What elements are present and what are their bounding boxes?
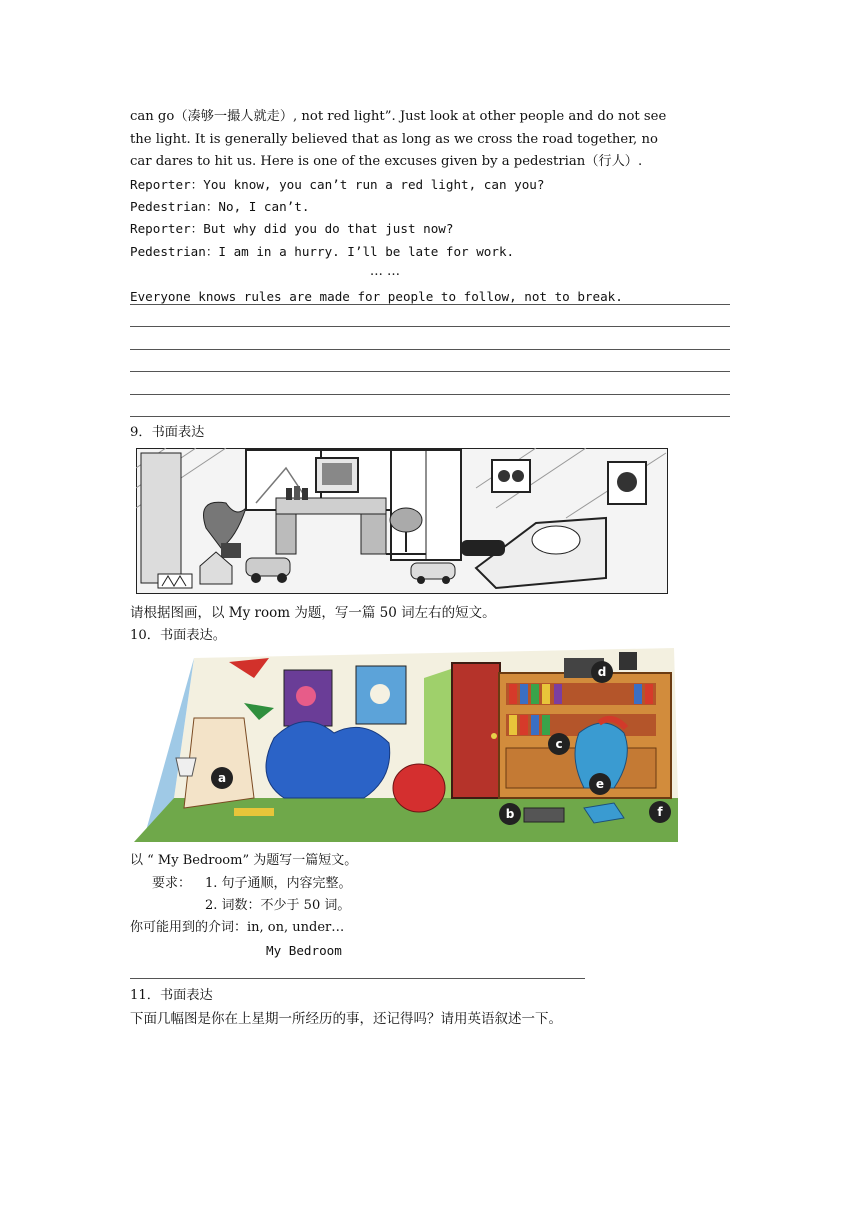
answer-rule <box>130 371 730 372</box>
q10-heading: 10．书面表达。 <box>130 628 226 643</box>
passage-line-3: car dares to hit us. Here is one of the excuses given by a pedestrian（行人）. <box>130 154 643 169</box>
q10-prepositions: 你可能用到的介词：in, on, under… <box>130 920 345 935</box>
dialog-pedestrian-2: Pedestrian：I am in a hurry. I’ll be late for work. <box>130 244 515 259</box>
answer-rule <box>130 394 730 395</box>
label-e: e <box>595 777 605 791</box>
answer-rule <box>130 349 730 350</box>
answer-rule <box>130 416 730 417</box>
label-d: d <box>597 665 607 679</box>
q10-requirements-label: 要求： <box>152 876 192 891</box>
passage-line-2: the light. It is generally believed that as long as we cross the road together, no <box>130 132 658 147</box>
label-b: b <box>505 807 515 821</box>
label-c: c <box>555 737 563 751</box>
dialog-reporter-1: Reporter：You know, you can’t run a red light, can you? <box>130 177 545 192</box>
q10-prompt: 以 “ My Bedroom” 为题写一篇短文。 <box>130 853 358 868</box>
q11-heading: 11．书面表达 <box>130 988 213 1003</box>
answer-rule <box>130 304 730 305</box>
q9-heading: 9．书面表达 <box>130 425 205 440</box>
q10-requirement-2: 2. 词数：不少于 50 词。 <box>205 898 351 913</box>
dialog-pedestrian-1: Pedestrian：No, I can’t. <box>130 199 310 214</box>
answer-first-line: Everyone knows rules are made for people to follow, not to break. <box>130 289 623 304</box>
label-a: a <box>217 771 227 785</box>
q9-instruction: 请根据图画，以 My room 为题，写一篇 50 词左右的短文。 <box>130 605 496 621</box>
answer-rule <box>130 326 730 327</box>
dialog-reporter-2: Reporter：But why did you do that just now? <box>130 221 454 236</box>
ellipsis: … … <box>369 264 401 279</box>
bedroom-illustration <box>134 648 678 842</box>
room-illustration <box>136 448 668 594</box>
q10-requirement-1: 1. 句子通顺，内容完整。 <box>205 876 352 891</box>
q10-essay-title: My Bedroom <box>266 943 342 958</box>
label-f: f <box>657 805 663 819</box>
q11-instruction: 下面几幅图是你在上星期一所经历的事，还记得吗？请用英语叙述一下。 <box>130 1011 562 1027</box>
passage-line-1: can go（凑够一撮人就走）, not red light”. Just look at other people and do not see <box>130 109 667 124</box>
q10-answer-rule <box>130 978 585 979</box>
